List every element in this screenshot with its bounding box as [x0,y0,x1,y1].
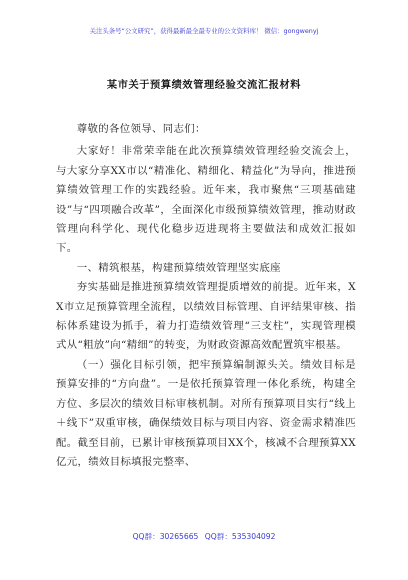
body-paragraph: 大家好！非常荣幸能在此次预算绩效管理经验交流会上，与大家分享XX市以“精准化、精细化、精益化”为导向，推进预算绩效管理工作的实践经验。近年来，我市聚焦“三项基础建设”与“四项融合改革”，全面深化市级预算绩效管理，推动财政管理向科学化、现代化稳步迈进现将主要做法和成效汇报如下。 [56,145,356,255]
salutation: 尊敬的各位领导、同志们： [76,123,206,135]
body-paragraph: 夯实基础是推进预算绩效管理提质增效的前提。近年来，XX市立足预算管理全流程，以绩效目标管理、自评结果审核、指标体系建设为抓手，着力打造绩效管理“三支柱”，实现管理模式从“粗放”向“精细”的转变，为财政资源高效配置筑牢根基。 [56,281,356,352]
header-banner: 关注头条号“公文研究”，获得最新最全最专业的公文资料库！ 微信：gongwenyj [89,27,319,35]
body-paragraph: （一）强化目标引领，把牢预算编制源头关。绩效目标是预算安排的“方向盘”。一是依托预算管理一体化系统，构建全方位、多层次的绩效目标审核机制。对所有预算项目实行“线上＋线下”双重审核，确保绩效目标与项目内容、资金需求精准匹配。截至目前，已累计审核预算项目XX个，核减不合理预算XX亿元，绩效目标填报完整率、 [56,358,356,468]
document-title: 某市关于预算绩效管理经验交流汇报材料 [106,80,302,91]
footer-contact: QQ群：30265665 QQ群：535304092 [132,532,276,541]
section-heading: 一、精筑根基，构建预算绩效管理坚实底座 [76,261,281,274]
document-body [56,120,356,472]
